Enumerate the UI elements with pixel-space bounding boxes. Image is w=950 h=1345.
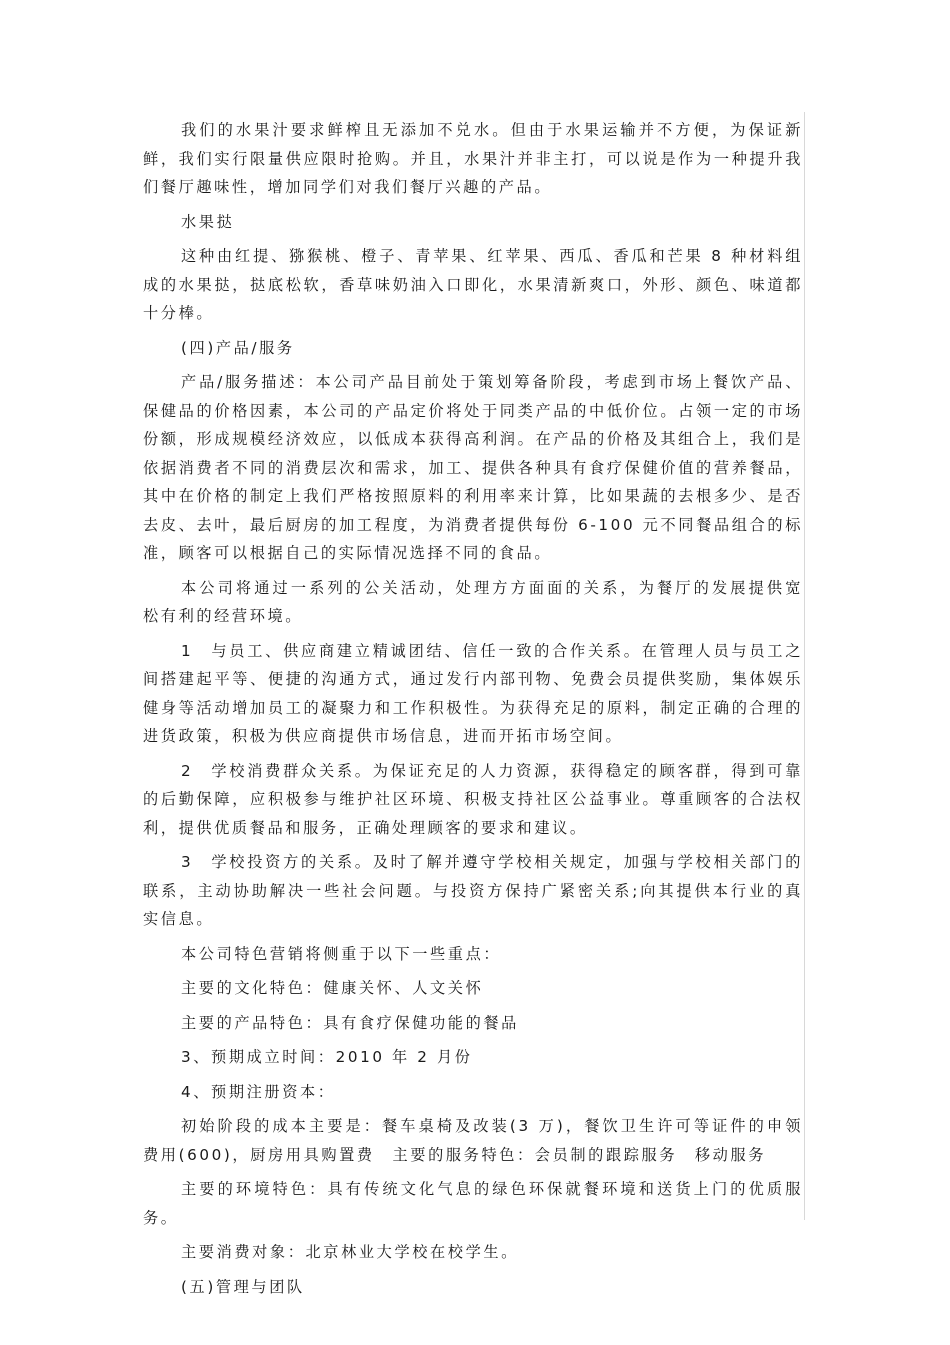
paragraph-marketing-focus: 本公司特色营销将侧重于以下一些重点： — [181, 944, 502, 963]
paragraph-target-customers: 主要消费对象：北京林业大学校在校学生。 — [181, 1243, 519, 1261]
paragraph-culture-feature: 主要的文化特色：健康关怀、人文关怀 — [181, 979, 484, 997]
paragraph-fruit-tart: 这种由红提、猕猴桃、橙子、青苹果、红苹果、西瓜、香瓜和芒果 8 种材料组成的水果挞，挞底松软，香草味奶油入口即化，水果清新爽口，外形、颜色、味道都十分棒。 — [143, 247, 803, 322]
paragraph-founding-date: 3、预期成立时间：2010 年 2 月份 — [181, 1048, 473, 1066]
paragraph-product-description: 产品/服务描述：本公司产品目前处于策划筹备阶段，考虑到市场上餐饮产品、保健品的价格因素，本公司的产品定价将处于同类产品的中低价位。占领一定的市场份额，形成规模经济效应，以低成本获得高利润。在产品的价格及其组合上，我们是依据消费者不同的消费层次和需求，加工、提供各种具有食疗保健价值的营养餐品，其中在价格的制定上我们严格按照原料的利用率来计算，比如果蔬的去根多少、是否去皮、去叶，最后厨房的加工程度，为消费者提供每份 6-100 元不同餐品组合的标准，顾客可以根据自己的实际情况选择不同的食品。 — [143, 373, 803, 562]
document-body — [143, 116, 803, 1307]
paragraph-initial-costs: 初始阶段的成本主要是：餐车桌椅及改装(3 万)，餐饮卫生许可等证件的申领费用(600)，厨房用具购置费 主要的服务特色：会员制的跟踪服务 移动服务 — [143, 1117, 803, 1164]
paragraph-public-relations: 本公司将通过一系列的公关活动，处理方方面面的关系，为餐厅的发展提供宽松有利的经营环境。 — [143, 578, 803, 625]
paragraph-product-feature: 主要的产品特色：具有食疗保健功能的餐品 — [181, 1013, 519, 1032]
paragraph-relation-school-consumers: 2 学校消费群众关系。为保证充足的人力资源，获得稳定的顾客群，得到可靠的后勤保障，应积极参与维护社区环境、积极支持社区公益事业。尊重顾客的合法权利，提供优质餐品和服务，正确处理顾客的要求和建议。 — [143, 761, 803, 837]
page-edge-line — [804, 112, 805, 1220]
section-heading-management-team: (五)管理与团队 — [181, 1277, 305, 1296]
paragraph-fruit-juice: 我们的水果汁要求鲜榨且无添加不兑水。但由于水果运输并不方便，为保证新鲜，我们实行限量供应限时抢购。并且，水果汁并非主打，可以说是作为一种提升我们餐厅趣味性，增加同学们对我们餐厅兴趣的产品。 — [143, 121, 803, 196]
paragraph-environment-feature: 主要的环境特色：具有传统文化气息的绿色环保就餐环境和送货上门的优质服务。 — [143, 1180, 803, 1227]
paragraph-registered-capital: 4、预期注册资本： — [181, 1082, 336, 1101]
paragraph-relation-school-investors: 3 学校投资方的关系。及时了解并遵守学校相关规定，加强与学校相关部门的联系，主动协助解决一些社会问题。与投资方保持广紧密关系;向其提供本行业的真实信息。 — [143, 853, 803, 928]
heading-fruit-tart: 水果挞 — [181, 212, 235, 231]
section-heading-products-services: (四)产品/服务 — [181, 338, 295, 357]
paragraph-relation-staff-suppliers: 1 与员工、供应商建立精诚团结、信任一致的合作关系。在管理人员与员工之间搭建起平等、便捷的沟通方式，通过发行内部刊物、免费会员提供奖励，集体娱乐健身等活动增加员工的凝聚力和工作积极性。为获得充足的原料，制定正确的合理的进货政策，积极为供应商提供市场信息，进而开拓市场空间。 — [143, 641, 803, 745]
